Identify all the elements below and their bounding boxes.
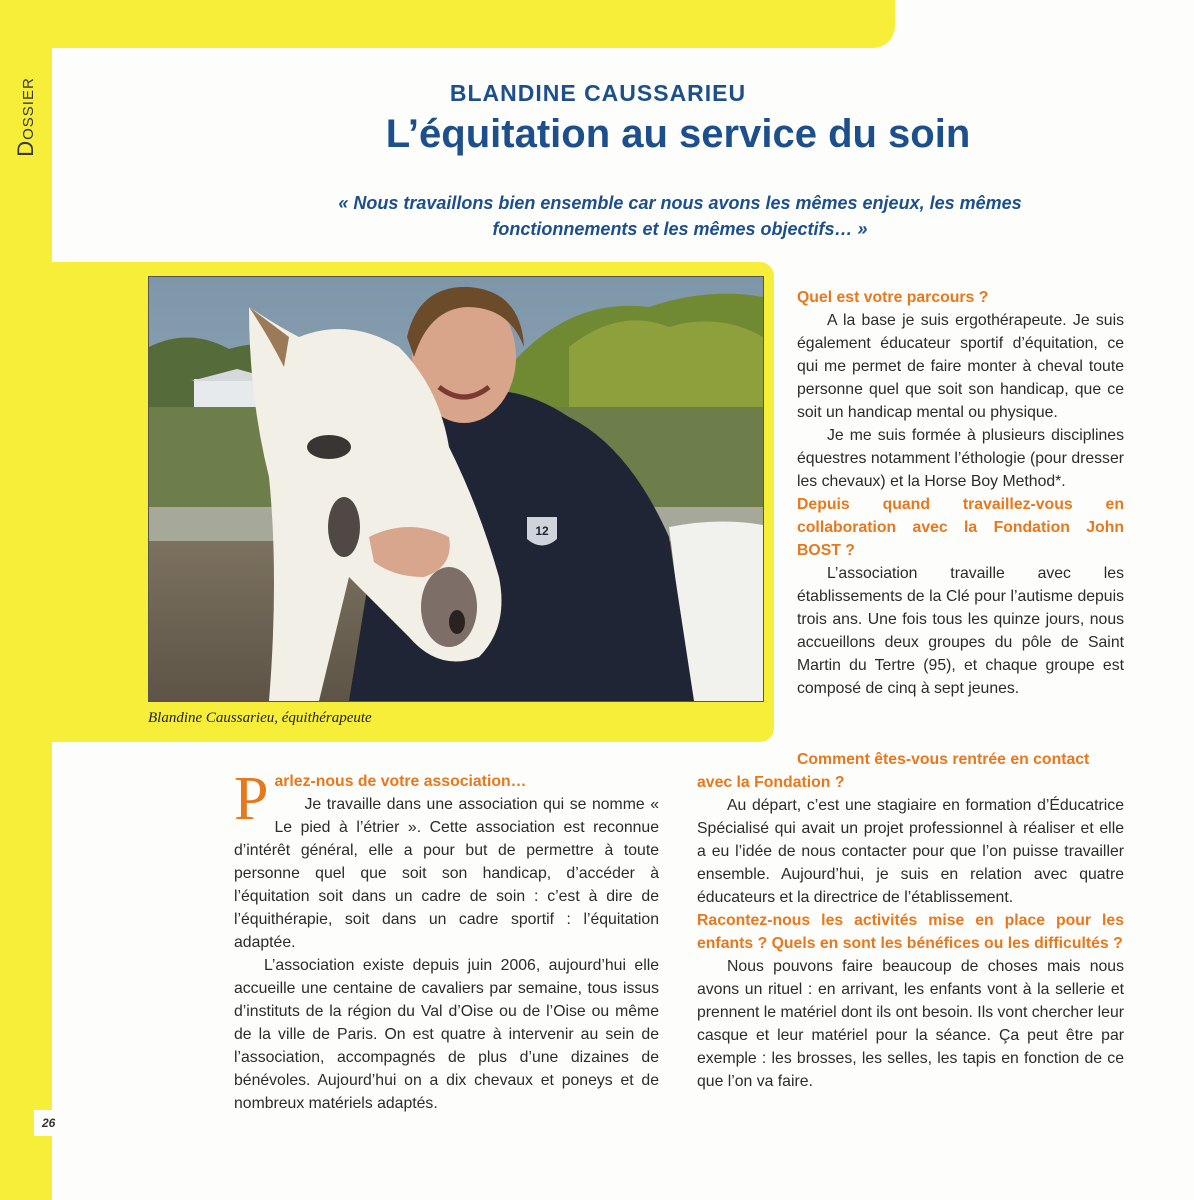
answer-parcours-p1: A la base je suis ergothérapeute. Je suis également éducateur sportif d’équitation, ce qui me permet de faire monter à cheval toute personne quel que soit son handicap, que ce soit un handicap mental ou physique. xyxy=(797,312,1124,421)
question-association: arlez-nous de votre association… xyxy=(274,773,527,790)
question-collaboration: Depuis quand travaillez-vous en collaboration avec la Fondation John BOST ? xyxy=(797,496,1124,559)
pull-quote: « Nous travaillons bien ensemble car nous avons les mêmes enjeux, les mêmes fonctionnements et les mêmes objectifs… » xyxy=(338,193,1022,239)
article-title: L’équitation au service du soin xyxy=(385,112,971,156)
question-contact-line2: avec la Fondation ? xyxy=(697,774,845,791)
answer-association-p2: L’association existe depuis juin 2006, aujourd’hui elle accueille une centaine de cavaliers par semaine, tous issus d’instituts de la région du Val d’Oise ou de l’Oise ou même de la ville de Paris. On est quatre à intervenir au sein de l’association, accompagnés de plus d’une dizaines de bénévoles. Aujourd’hui on a dix chevaux et poneys et de nombreux matériels adaptés. xyxy=(234,957,659,1112)
question-activites: Racontez-nous les activités mise en place pour les enfants ? Quels en sont les bénéfices ou les difficultés ? xyxy=(697,912,1124,952)
right-text-column-lower xyxy=(697,748,1124,1093)
page-number-tab xyxy=(34,1110,74,1136)
answer-association-p1: Je travaille dans une association qui se nomme « Le pied à l’étrier ». Cette association est reconnue d’intérêt général, elle a pour but de permettre à toute personne quel que soit son handicap, d’accéder à l’équitation soit dans un cadre de soin : c’est à dire de l’équithérapie, soit dans un cadre sportif : l’équitation adaptée. xyxy=(234,796,659,951)
right-text-column-upper xyxy=(797,286,1124,700)
answer-contact: Au départ, c’est une stagiaire en formation d’Éducatrice Spécialisé qui avait un projet professionnel à réaliser et elle a eu l’idée de nous contacter pour que l’on puisse travailler ensemble. Aujourd’hui, je suis en relation avec quatre éducateurs et la directrice de l’établissement. xyxy=(697,797,1124,906)
jacket-badge-number: 12 xyxy=(535,524,549,538)
answer-collaboration: L’association travaille avec les établissements de la Clé pour l’autisme depuis trois ans. Une fois tous les quinze jours, nous accueillons deux groupes du pôle de Saint Martin du Tertre (95), et chaque groupe est composé de cinq à sept jeunes. xyxy=(797,565,1124,697)
yellow-top-band xyxy=(0,0,895,48)
photo-illustration xyxy=(149,277,763,701)
question-contact-line1: Comment êtes-vous rentrée en contact xyxy=(797,751,1090,768)
left-text-column xyxy=(234,765,659,1115)
answer-activites: Nous pouvons faire beaucoup de choses mais nous avons un rituel : en arrivant, les enfants vont à la sellerie et prennent le matériel dont ils ont besoin. Ils vont chercher leur casque et leur matériel pour la séance. Ça peut être par exemple : les brosses, les selles, les tapis en fonction de ce que l’on va faire. xyxy=(697,958,1124,1090)
photo-caption: Blandine Caussarieu, équithérapeute xyxy=(148,710,372,726)
page-number: 26 xyxy=(42,1116,56,1130)
dropcap-letter: P xyxy=(234,765,269,833)
answer-parcours-p2: Je me suis formée à plusieurs disciplines équestres notamment l’éthologie (pour dresser les chevaux) et la Horse Boy Method*. xyxy=(797,427,1124,490)
portrait-photo xyxy=(148,276,764,702)
section-label: Dossier xyxy=(13,77,38,157)
question-parcours: Quel est votre parcours ? xyxy=(797,289,989,306)
author-name: BLANDINE CAUSSARIEU xyxy=(449,80,747,106)
